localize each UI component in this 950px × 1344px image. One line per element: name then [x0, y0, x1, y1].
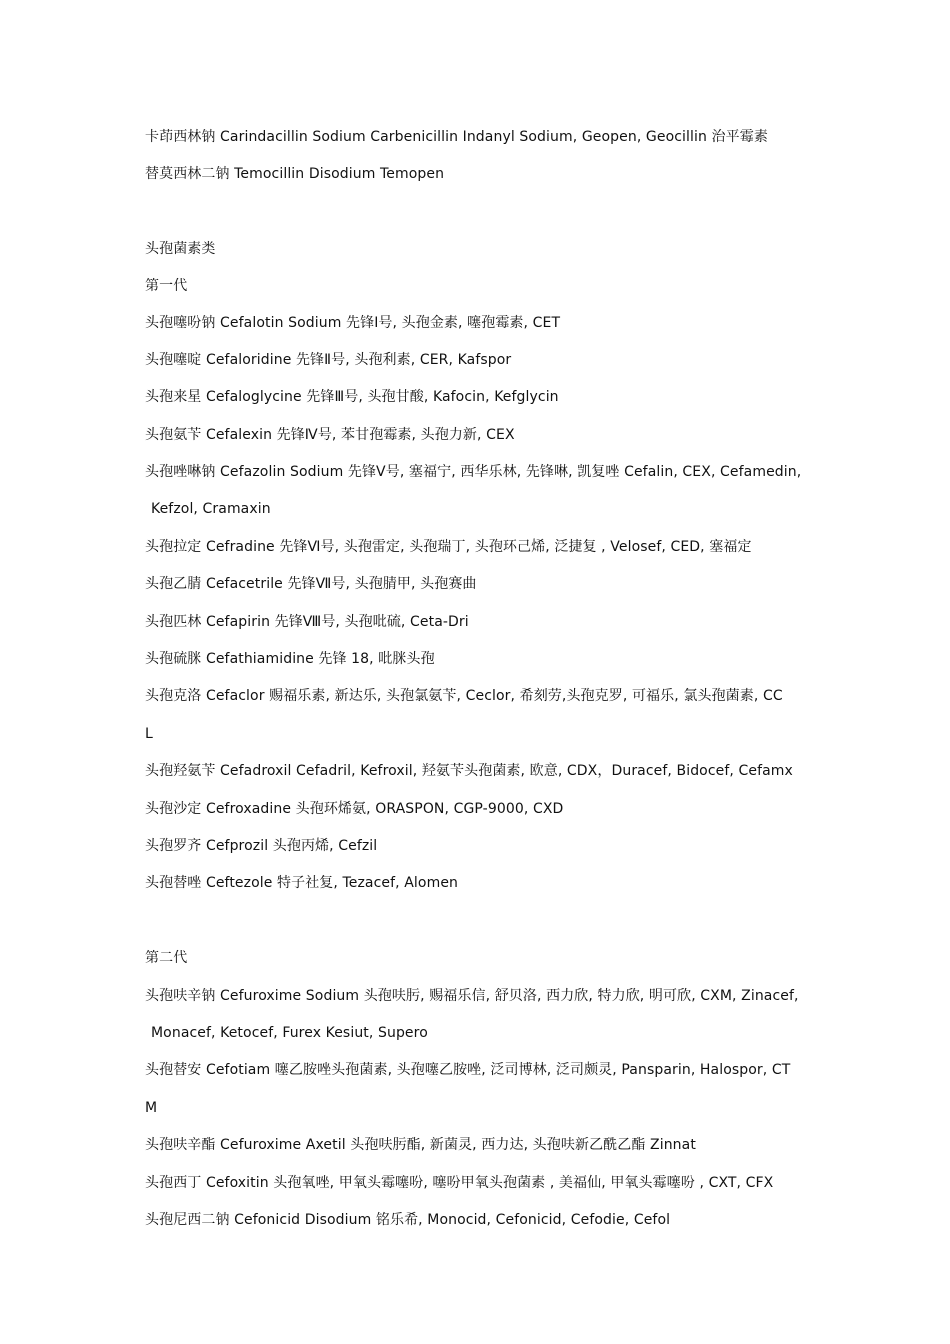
text-line: 卡茚西林钠 Carindacillin Sodium Carbenicillin Indanyl Sodium, Geopen, Geocillin 治平霉素 — [145, 129, 768, 145]
text-line: 头孢硫脒 Cefathiamidine 先锋 18, 吡脒头孢 — [145, 651, 435, 667]
text-line: 头孢唑啉钠 Cefazolin Sodium 先锋Ⅴ号, 塞福宁, 西华乐林, 先锋啉, 凯复唑 Cefalin, CEX, Cefamedin, — [145, 464, 802, 480]
subsection-heading: 第一代 — [145, 278, 188, 294]
text-line-continuation: L — [145, 726, 153, 742]
text-line: 替莫西林二钠 Temocillin Disodium Temopen — [145, 166, 445, 182]
section-heading: 头孢菌素类 — [145, 241, 216, 257]
text-line: 头孢噻啶 Cefaloridine 先锋Ⅱ号, 头孢利素, CER, Kafspor — [145, 352, 512, 368]
text-line-continuation: Monacef, Ketocef, Furex Kesiut, Supero — [151, 1025, 428, 1041]
text-line: 头孢西丁 Cefoxitin 头孢氧唑, 甲氧头霉噻吩, 噻吩甲氧头孢菌素 , 美福仙, 甲氧头霉噻吩 , CXT, CFX — [145, 1175, 774, 1191]
text-line: 头孢罗齐 Cefprozil 头孢丙烯, Cefzil — [145, 838, 378, 854]
text-line: 头孢噻吩钠 Cefalotin Sodium 先锋Ⅰ号, 头孢金素, 噻孢霉素, CET — [145, 315, 561, 331]
text-line: 头孢来星 Cefaloglycine 先锋Ⅲ号, 头孢甘酸, Kafocin, Kefglycin — [145, 389, 559, 405]
text-line: 头孢呋辛钠 Cefuroxime Sodium 头孢呋肟, 赐福乐信, 舒贝洛, 西力欣, 特力欣, 明可欣, CXM, Zinacef, — [145, 988, 799, 1004]
text-line: 头孢羟氨苄 Cefadroxil Cefadril, Kefroxil, 羟氨苄头孢菌素, 欧意, CDX，Duracef, Bidocef, Cefamx — [145, 763, 793, 779]
text-line: 头孢呋辛酯 Cefuroxime Axetil 头孢呋肟酯, 新菌灵, 西力达, 头孢呋新乙酰乙酯 Zinnat — [145, 1137, 696, 1153]
text-line: 头孢克洛 Cefaclor 赐福乐素, 新达乐, 头孢氯氨苄, Ceclor, 希刻劳,头孢克罗, 可福乐, 氯头孢菌素, CC — [145, 688, 783, 704]
text-line: 头孢替唑 Ceftezole 特子社复, Tezacef, Alomen — [145, 875, 459, 891]
text-line-continuation: Kefzol, Cramaxin — [151, 501, 271, 517]
subsection-heading: 第二代 — [145, 950, 188, 966]
text-line: 头孢替安 Cefotiam 噻乙胺唑头孢菌素, 头孢噻乙胺唑, 泛司博林, 泛司颇灵, Pansparin, Halospor, CT — [145, 1062, 791, 1078]
text-line-continuation: M — [145, 1100, 158, 1116]
text-line: 头孢尼西二钠 Cefonicid Disodium 铭乐希, Monocid, Cefonicid, Cefodie, Cefol — [145, 1212, 671, 1228]
text-line: 头孢沙定 Cefroxadine 头孢环烯氨, ORASPON, CGP-9000, CXD — [145, 801, 564, 817]
text-line: 头孢拉定 Cefradine 先锋Ⅵ号, 头孢雷定, 头孢瑞丁, 头孢环己烯, 泛捷复 , Velosef, CED, 塞福定 — [145, 539, 752, 555]
text-line: 头孢乙腈 Cefacetrile 先锋Ⅶ号, 头孢腈甲, 头孢赛曲 — [145, 576, 477, 592]
text-line: 头孢匹林 Cefapirin 先锋Ⅷ号, 头孢吡硫, Ceta-Dri — [145, 614, 469, 630]
text-line: 头孢氨苄 Cefalexin 先锋Ⅳ号, 苯甘孢霉素, 头孢力新, CEX — [145, 427, 515, 443]
